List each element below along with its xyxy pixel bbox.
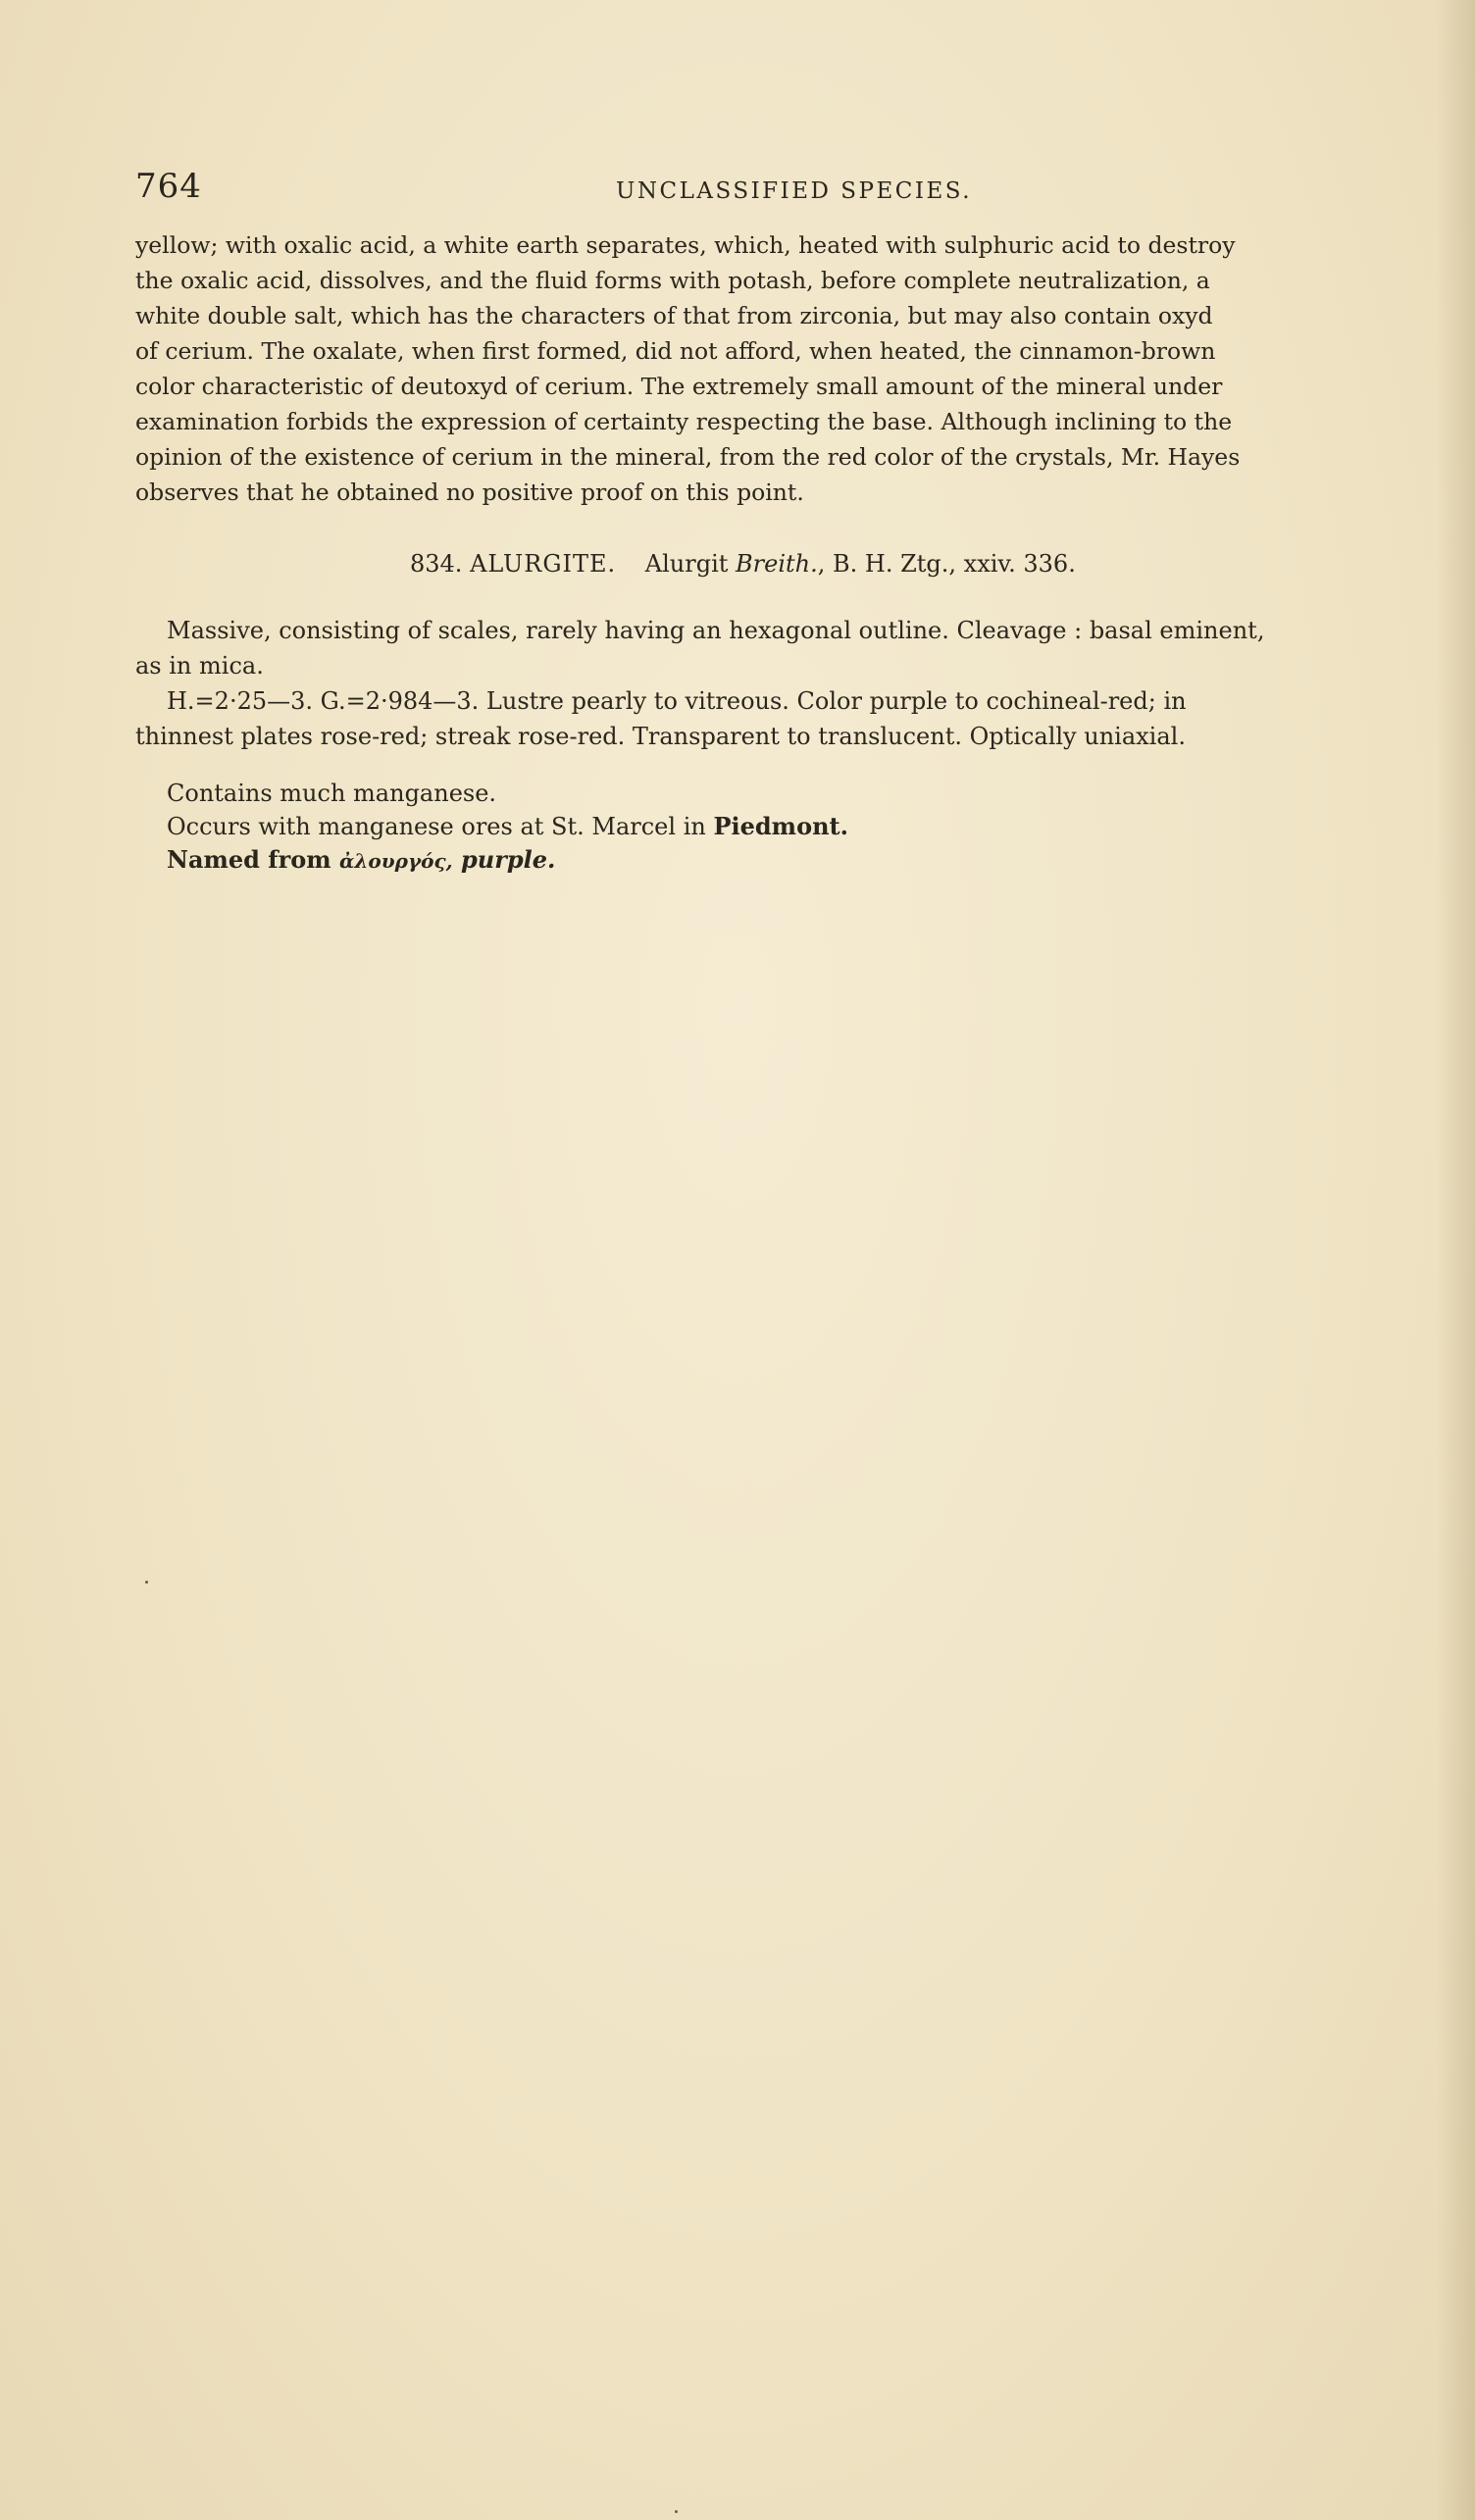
paragraph-line: yellow; with oxalic acid, a white earth separates, which, heated with sulphuric acid to destroy: [135, 231, 1236, 259]
paragraph-line: observes that he obtained no positive proof on this point.: [135, 479, 804, 506]
paragraph-line: of cerium. The oxalate, when first formed, did not afford, when heated, the cinnamon-brown: [135, 337, 1216, 365]
description-line: as in mica.: [135, 652, 264, 680]
paper-speck: [145, 1581, 148, 1584]
paragraph-line: color characteristic of deutoxyd of cerium. The extremely small amount of the mineral under: [135, 373, 1223, 400]
paper-speck: [675, 2510, 678, 2513]
species-author: Breith.: [736, 550, 818, 578]
species-description: [135, 613, 1459, 754]
running-head: UNCLASSIFIED SPECIES.: [616, 178, 973, 204]
species-notes: [167, 777, 848, 878]
description-line: H.=2·25—3. G.=2·984—3. Lustre pearly to vitreous. Color purple to cochineal-red; in: [167, 687, 1187, 715]
composition-note: Contains much manganese.: [167, 780, 497, 807]
naming-text: Named from: [167, 845, 340, 874]
occurrence-text: Occurs with manganese ores at St. Marcel in: [167, 813, 714, 840]
naming-meaning: purple.: [461, 845, 556, 874]
page-header: [135, 167, 1410, 216]
species-synonym: Alurgit: [644, 550, 729, 578]
description-line: thinnest plates rose-red; streak rose-red. Transparent to translucent. Optically uniaxial.: [135, 723, 1186, 750]
species-name: ALURGITE.: [470, 550, 617, 578]
description-line: Massive, consisting of scales, rarely having an hexagonal outline. Cleavage : basal eminent,: [167, 617, 1265, 644]
continued-paragraph: [135, 227, 1459, 510]
occurrence-note: [167, 810, 848, 843]
naming-note: [167, 843, 848, 878]
paragraph-line: white double salt, which has the characters of that from zirconia, but may also contain oxyd: [135, 302, 1213, 329]
paragraph-line: examination forbids the expression of certainty respecting the base. Although inclining to the: [135, 408, 1233, 435]
paragraph-line: the oxalic acid, dissolves, and the fluid forms with potash, before complete neutralization, a: [135, 267, 1210, 294]
species-heading: [410, 550, 1076, 578]
species-number: 834.: [410, 550, 463, 578]
page-number: 764: [135, 167, 202, 206]
naming-greek-word: ἀλουργός,: [339, 849, 453, 873]
species-reference: , B. H. Ztg., xxiv. 336.: [817, 550, 1076, 578]
occurrence-place: Piedmont.: [713, 812, 848, 840]
paragraph-line: opinion of the existence of cerium in the mineral, from the red color of the crystals, Mr. Hayes: [135, 443, 1241, 471]
